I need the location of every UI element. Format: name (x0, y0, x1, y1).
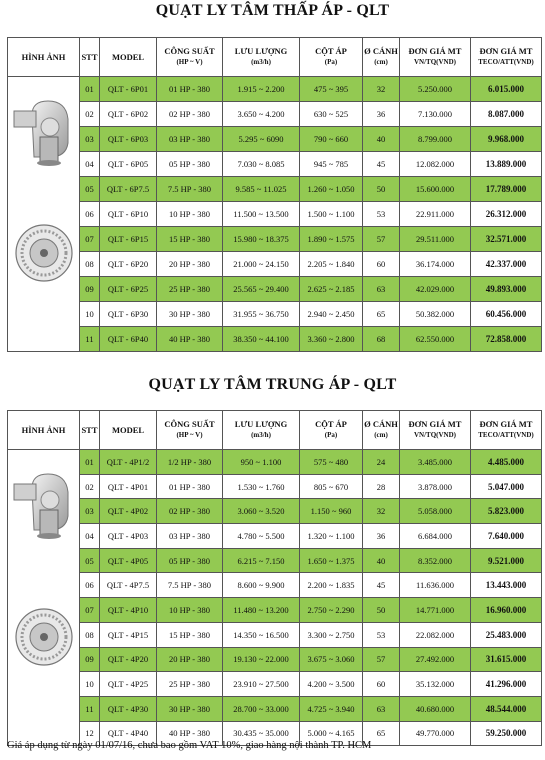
cell-price-teco: 13.443.000 (471, 573, 542, 598)
cell-price-teco: 48.544.000 (471, 696, 542, 721)
header-price-teco: ĐƠN GIÁ MT TECO/ATT(VND) (471, 38, 542, 77)
cell-power: 10 HP - 380 (157, 202, 223, 227)
cell-price-vn: 29.511.000 (400, 227, 471, 252)
cell-flow: 28.700 ~ 33.000 (223, 696, 300, 721)
cell-price-vn: 27.492.000 (400, 647, 471, 672)
table-row (8, 647, 542, 672)
cell-blade: 36 (363, 102, 400, 127)
cell-model: QLT - 6P20 (100, 252, 157, 277)
cell-blade: 28 (363, 474, 400, 499)
cell-blade: 32 (363, 499, 400, 524)
cell-stt: 02 (80, 102, 100, 127)
cell-flow: 4.780 ~ 5.500 (223, 524, 300, 549)
cell-model: QLT - 6P15 (100, 227, 157, 252)
cell-stt: 04 (80, 524, 100, 549)
cell-flow: 950 ~ 1.100 (223, 450, 300, 475)
table-row (8, 277, 542, 302)
cell-stt: 07 (80, 598, 100, 623)
cell-price-vn: 5.250.000 (400, 77, 471, 102)
table2-title: QUẠT LY TÂM TRUNG ÁP - QLT (148, 376, 397, 393)
cell-power: 30 HP - 380 (157, 302, 223, 327)
cell-model: QLT - 4P05 (100, 548, 157, 573)
cell-price-vn: 8.799.000 (400, 127, 471, 152)
cell-model: QLT - 4P30 (100, 696, 157, 721)
product-image-cell (8, 77, 80, 352)
cell-flow: 21.000 ~ 24.150 (223, 252, 300, 277)
cell-flow: 31.955 ~ 36.750 (223, 302, 300, 327)
cell-model: QLT - 4P15 (100, 622, 157, 647)
cell-stt: 01 (80, 450, 100, 475)
cell-price-vn: 5.058.000 (400, 499, 471, 524)
cell-price-teco: 13.889.000 (471, 152, 542, 177)
cell-blade: 45 (363, 152, 400, 177)
cell-pressure: 1.500 ~ 1.100 (300, 202, 363, 227)
cell-stt: 03 (80, 499, 100, 524)
table-row (8, 474, 542, 499)
cell-flow: 3.650 ~ 4.200 (223, 102, 300, 127)
cell-blade: 53 (363, 202, 400, 227)
cell-price-teco: 31.615.000 (471, 647, 542, 672)
cell-power: 7.5 HP - 380 (157, 177, 223, 202)
cell-model: QLT - 4P25 (100, 672, 157, 697)
cell-power: 02 HP - 380 (157, 102, 223, 127)
cell-blade: 50 (363, 598, 400, 623)
cell-price-teco: 5.047.000 (471, 474, 542, 499)
cell-model: QLT - 6P30 (100, 302, 157, 327)
header-stt: STT (80, 411, 100, 450)
cell-stt: 03 (80, 127, 100, 152)
cell-price-teco: 5.823.000 (471, 499, 542, 524)
cell-flow: 5.295 ~ 6090 (223, 127, 300, 152)
header-blade: Ø CÁNH (cm) (363, 38, 400, 77)
cell-stt: 01 (80, 77, 100, 102)
cell-flow: 8.600 ~ 9.900 (223, 573, 300, 598)
cell-pressure: 805 ~ 670 (300, 474, 363, 499)
table-row (8, 548, 542, 573)
cell-stt: 09 (80, 647, 100, 672)
cell-pressure: 1.320 ~ 1.100 (300, 524, 363, 549)
cell-blade: 40 (363, 127, 400, 152)
centrifugal-fan-icon (12, 470, 76, 540)
cell-power: 03 HP - 380 (157, 127, 223, 152)
cell-blade: 60 (363, 252, 400, 277)
table-row (8, 696, 542, 721)
cell-flow: 38.350 ~ 44.100 (223, 327, 300, 352)
cell-pressure: 5.000 ~ 4.165 (300, 721, 363, 746)
cell-blade: 32 (363, 77, 400, 102)
header-flow: LƯU LƯỢNG (m3/h) (223, 38, 300, 77)
cell-pressure: 575 ~ 480 (300, 450, 363, 475)
table-row (8, 252, 542, 277)
header-pressure: CỘT ÁP (Pa) (300, 38, 363, 77)
cell-flow: 11.500 ~ 13.500 (223, 202, 300, 227)
cell-price-vn: 40.680.000 (400, 696, 471, 721)
cell-stt: 08 (80, 622, 100, 647)
cell-price-vn: 35.132.000 (400, 672, 471, 697)
header-blade: Ø CÁNH (cm) (363, 411, 400, 450)
cell-price-teco: 41.296.000 (471, 672, 542, 697)
cell-model: QLT - 6P01 (100, 77, 157, 102)
cell-pressure: 2.625 ~ 2.185 (300, 277, 363, 302)
cell-price-teco: 32.571.000 (471, 227, 542, 252)
cell-pressure: 1.890 ~ 1.575 (300, 227, 363, 252)
cell-stt: 05 (80, 548, 100, 573)
cell-blade: 65 (363, 302, 400, 327)
table-row (8, 622, 542, 647)
cell-price-vn: 36.174.000 (400, 252, 471, 277)
cell-model: QLT - 4P10 (100, 598, 157, 623)
cell-blade: 63 (363, 277, 400, 302)
cell-price-teco: 42.337.000 (471, 252, 542, 277)
table-row (8, 598, 542, 623)
cell-blade: 57 (363, 227, 400, 252)
cell-stt: 06 (80, 573, 100, 598)
cell-price-teco: 25.483.000 (471, 622, 542, 647)
cell-price-teco: 9.968.000 (471, 127, 542, 152)
cell-pressure: 2.750 ~ 2.290 (300, 598, 363, 623)
cell-power: 01 HP - 380 (157, 474, 223, 499)
cell-price-vn: 3.878.000 (400, 474, 471, 499)
cell-model: QLT - 4P02 (100, 499, 157, 524)
cell-blade: 36 (363, 524, 400, 549)
cell-price-vn: 7.130.000 (400, 102, 471, 127)
cell-price-vn: 15.600.000 (400, 177, 471, 202)
table-row (8, 327, 542, 352)
centrifugal-fan-icon (12, 97, 76, 167)
cell-power: 20 HP - 380 (157, 647, 223, 672)
cell-stt: 06 (80, 202, 100, 227)
cell-stt: 11 (80, 696, 100, 721)
cell-power: 40 HP - 380 (157, 721, 223, 746)
header-model: MODEL (100, 38, 157, 77)
cell-price-teco: 7.640.000 (471, 524, 542, 549)
cell-price-vn: 49.770.000 (400, 721, 471, 746)
cell-stt: 04 (80, 152, 100, 177)
cell-stt: 02 (80, 474, 100, 499)
cell-flow: 3.060 ~ 3.520 (223, 499, 300, 524)
cell-flow: 23.910 ~ 27.500 (223, 672, 300, 697)
cell-price-teco: 4.485.000 (471, 450, 542, 475)
cell-pressure: 2.205 ~ 1.840 (300, 252, 363, 277)
header-pressure: CỘT ÁP (Pa) (300, 411, 363, 450)
cell-power: 03 HP - 380 (157, 524, 223, 549)
header-price-teco: ĐƠN GIÁ MT TECO/ATT(VND) (471, 411, 542, 450)
header-price-vn: ĐƠN GIÁ MT VN/TQ(VND) (400, 38, 471, 77)
table-row (8, 573, 542, 598)
cell-power: 7.5 HP - 380 (157, 573, 223, 598)
cell-price-vn: 42.029.000 (400, 277, 471, 302)
cell-blade: 45 (363, 573, 400, 598)
cell-price-vn: 11.636.000 (400, 573, 471, 598)
cell-pressure: 475 ~ 395 (300, 77, 363, 102)
cell-price-vn: 14.771.000 (400, 598, 471, 623)
cell-stt: 07 (80, 227, 100, 252)
footer-note: Giá áp dụng từ ngày 01/07/16, chưa bao gồm VAT 10%, giao hàng nội thành TP. HCM (7, 740, 372, 751)
table-row (8, 524, 542, 549)
cell-power: 10 HP - 380 (157, 598, 223, 623)
cell-power: 25 HP - 380 (157, 672, 223, 697)
fan-impeller-icon (13, 606, 75, 668)
cell-stt: 10 (80, 672, 100, 697)
cell-price-teco: 49.893.000 (471, 277, 542, 302)
cell-pressure: 4.725 ~ 3.940 (300, 696, 363, 721)
cell-pressure: 945 ~ 785 (300, 152, 363, 177)
cell-model: QLT - 4P01 (100, 474, 157, 499)
cell-power: 30 HP - 380 (157, 696, 223, 721)
cell-blade: 60 (363, 672, 400, 697)
table-row (8, 672, 542, 697)
table-row (8, 302, 542, 327)
cell-blade: 63 (363, 696, 400, 721)
cell-pressure: 1.260 ~ 1.050 (300, 177, 363, 202)
cell-model: QLT - 6P02 (100, 102, 157, 127)
cell-blade: 24 (363, 450, 400, 475)
cell-power: 25 HP - 380 (157, 277, 223, 302)
cell-flow: 1.530 ~ 1.760 (223, 474, 300, 499)
header-image: HÌNH ẢNH (8, 411, 80, 450)
cell-blade: 40 (363, 548, 400, 573)
table-row (8, 102, 542, 127)
cell-flow: 6.215 ~ 7.150 (223, 548, 300, 573)
cell-flow: 7.030 ~ 8.085 (223, 152, 300, 177)
cell-model: QLT - 4P40 (100, 721, 157, 746)
cell-model: QLT - 4P03 (100, 524, 157, 549)
cell-power: 01 HP - 380 (157, 77, 223, 102)
cell-blade: 53 (363, 622, 400, 647)
cell-power: 02 HP - 380 (157, 499, 223, 524)
cell-flow: 19.130 ~ 22.000 (223, 647, 300, 672)
header-price-vn: ĐƠN GIÁ MT VN/TQ(VND) (400, 411, 471, 450)
cell-flow: 11.480 ~ 13.200 (223, 598, 300, 623)
header-stt: STT (80, 38, 100, 77)
cell-pressure: 1.150 ~ 960 (300, 499, 363, 524)
cell-model: QLT - 6P10 (100, 202, 157, 227)
cell-pressure: 1.650 ~ 1.375 (300, 548, 363, 573)
cell-stt: 09 (80, 277, 100, 302)
cell-power: 05 HP - 380 (157, 152, 223, 177)
cell-price-vn: 50.382.000 (400, 302, 471, 327)
cell-stt: 12 (80, 721, 100, 746)
cell-blade: 68 (363, 327, 400, 352)
cell-power: 15 HP - 380 (157, 622, 223, 647)
cell-price-vn: 8.352.000 (400, 548, 471, 573)
cell-flow: 14.350 ~ 16.500 (223, 622, 300, 647)
cell-model: QLT - 6P7.5 (100, 177, 157, 202)
cell-flow: 25.565 ~ 29.400 (223, 277, 300, 302)
cell-flow: 1.915 ~ 2.200 (223, 77, 300, 102)
cell-flow: 30.435 ~ 35.000 (223, 721, 300, 746)
table-row (8, 77, 542, 102)
table-row (8, 499, 542, 524)
cell-model: QLT - 4P7.5 (100, 573, 157, 598)
cell-price-vn: 12.082.000 (400, 152, 471, 177)
cell-price-teco: 60.456.000 (471, 302, 542, 327)
table-row (8, 450, 542, 475)
cell-pressure: 3.360 ~ 2.800 (300, 327, 363, 352)
cell-pressure: 3.300 ~ 2.750 (300, 622, 363, 647)
cell-price-teco: 59.250.000 (471, 721, 542, 746)
low-pressure-fan-table (7, 37, 542, 352)
cell-pressure: 2.200 ~ 1.835 (300, 573, 363, 598)
cell-blade: 57 (363, 647, 400, 672)
cell-model: QLT - 6P05 (100, 152, 157, 177)
cell-pressure: 3.675 ~ 3.060 (300, 647, 363, 672)
cell-price-teco: 72.858.000 (471, 327, 542, 352)
fan-impeller-icon (13, 222, 75, 284)
cell-price-vn: 62.550.000 (400, 327, 471, 352)
cell-model: QLT - 4P20 (100, 647, 157, 672)
cell-model: QLT - 4P1/2 (100, 450, 157, 475)
cell-pressure: 4.200 ~ 3.500 (300, 672, 363, 697)
cell-blade: 50 (363, 177, 400, 202)
cell-power: 20 HP - 380 (157, 252, 223, 277)
cell-price-teco: 26.312.000 (471, 202, 542, 227)
header-model: MODEL (100, 411, 157, 450)
table-row (8, 177, 542, 202)
cell-stt: 10 (80, 302, 100, 327)
cell-pressure: 790 ~ 660 (300, 127, 363, 152)
header-image: HÌNH ẢNH (8, 38, 80, 77)
table-row (8, 227, 542, 252)
cell-stt: 05 (80, 177, 100, 202)
cell-model: QLT - 6P40 (100, 327, 157, 352)
cell-blade: 65 (363, 721, 400, 746)
cell-model: QLT - 6P03 (100, 127, 157, 152)
cell-flow: 15.980 ~ 18.375 (223, 227, 300, 252)
cell-model: QLT - 6P25 (100, 277, 157, 302)
cell-price-vn: 22.082.000 (400, 622, 471, 647)
cell-price-vn: 22.911.000 (400, 202, 471, 227)
cell-price-teco: 6.015.000 (471, 77, 542, 102)
cell-power: 05 HP - 380 (157, 548, 223, 573)
cell-price-teco: 16.960.000 (471, 598, 542, 623)
cell-pressure: 2.940 ~ 2.450 (300, 302, 363, 327)
table-row (8, 127, 542, 152)
table-row (8, 152, 542, 177)
cell-stt: 08 (80, 252, 100, 277)
cell-power: 15 HP - 380 (157, 227, 223, 252)
header-flow: LƯU LƯỢNG (m3/h) (223, 411, 300, 450)
cell-pressure: 630 ~ 525 (300, 102, 363, 127)
table1-title: QUẠT LY TÂM THẤP ÁP - QLT (155, 2, 390, 19)
cell-power: 1/2 HP - 380 (157, 450, 223, 475)
cell-price-teco: 9.521.000 (471, 548, 542, 573)
product-image-cell (8, 450, 80, 746)
cell-price-teco: 17.789.000 (471, 177, 542, 202)
cell-power: 40 HP - 380 (157, 327, 223, 352)
cell-price-teco: 8.087.000 (471, 102, 542, 127)
cell-stt: 11 (80, 327, 100, 352)
header-power: CÔNG SUẤT (HP ~ V) (157, 38, 223, 77)
table-row (8, 202, 542, 227)
cell-flow: 9.585 ~ 11.025 (223, 177, 300, 202)
cell-price-vn: 3.485.000 (400, 450, 471, 475)
cell-price-vn: 6.684.000 (400, 524, 471, 549)
header-power: CÔNG SUẤT (HP ~ V) (157, 411, 223, 450)
medium-pressure-fan-table (7, 410, 542, 746)
